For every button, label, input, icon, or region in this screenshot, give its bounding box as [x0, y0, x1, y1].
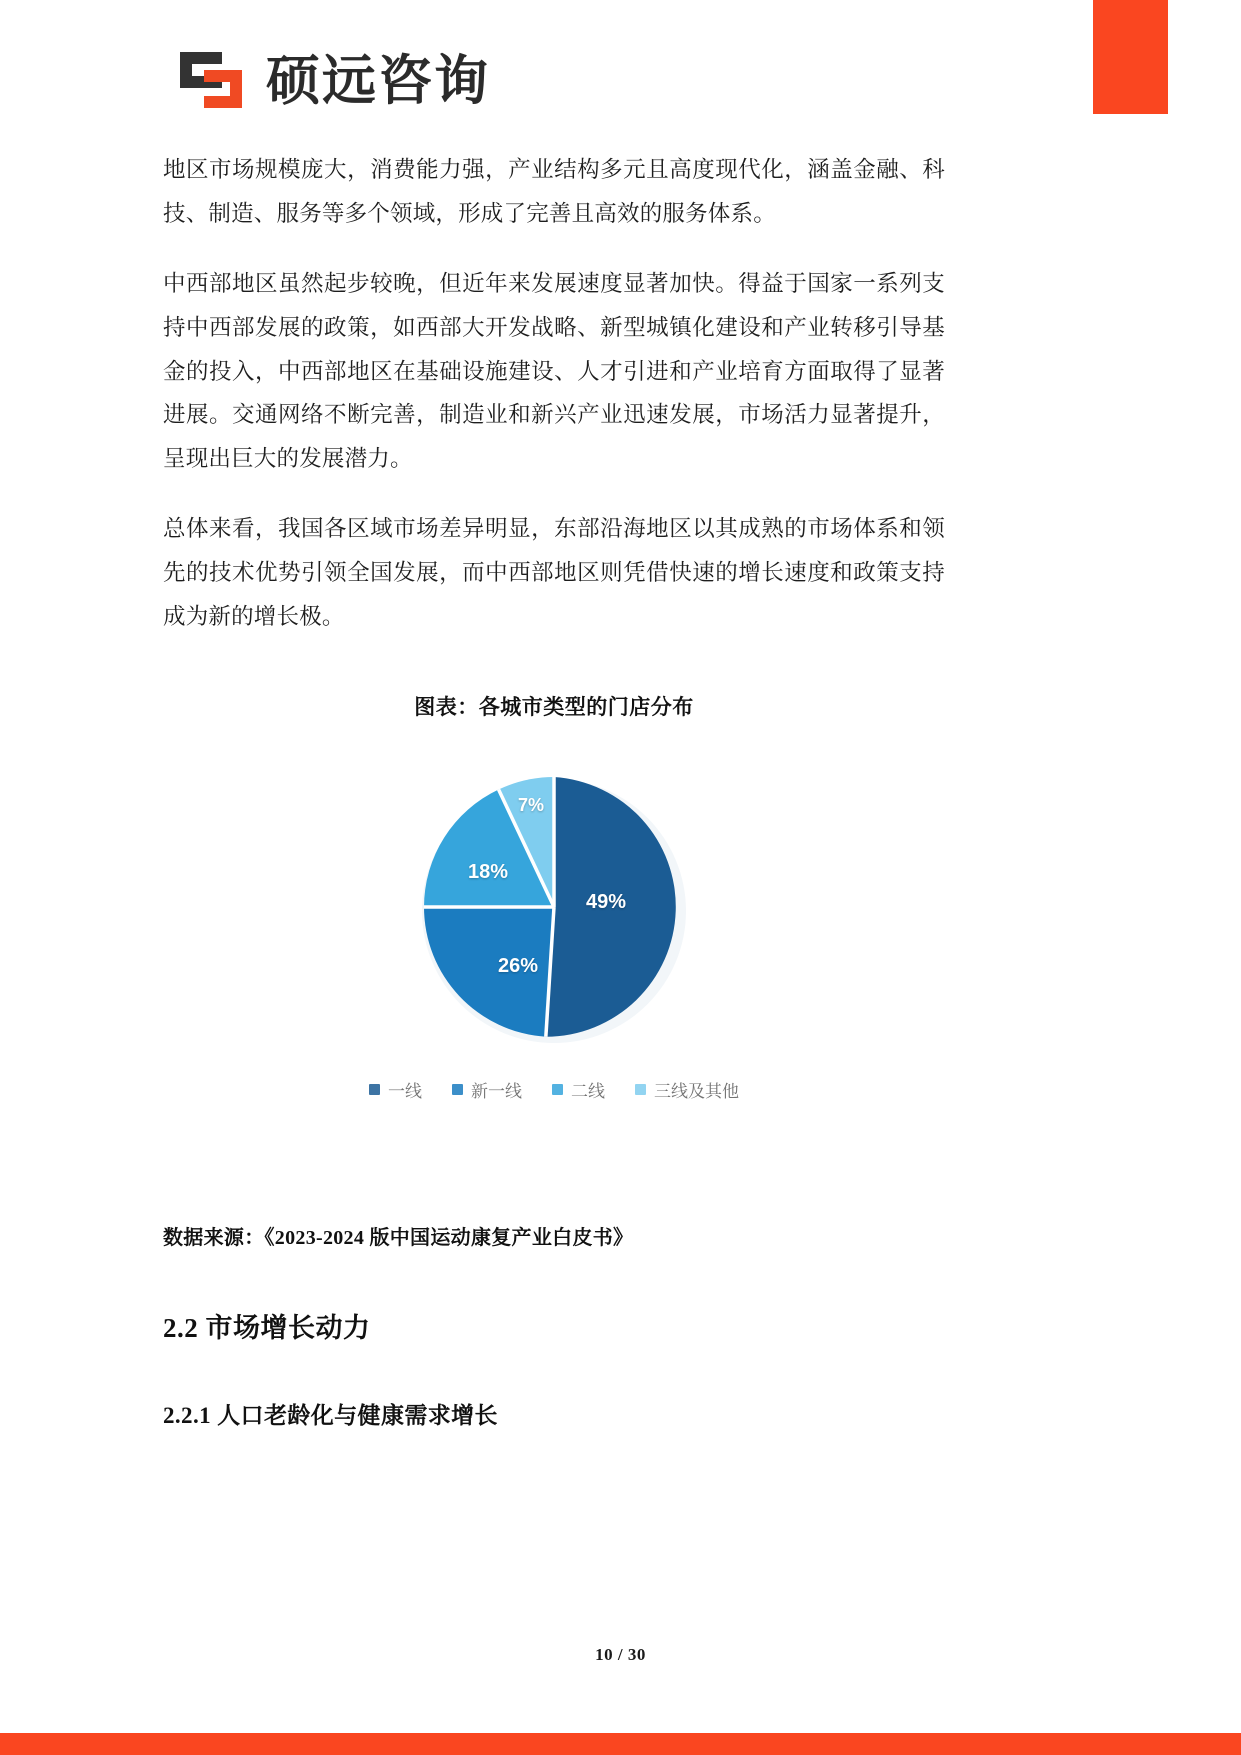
legend-item — [552, 1077, 605, 1102]
pie-slice-value: 18% — [468, 860, 509, 883]
legend-label: 一线 — [388, 1081, 422, 1101]
legend-swatch-icon — [552, 1084, 563, 1095]
legend-label: 新一线 — [471, 1081, 522, 1101]
legend-swatch-icon — [635, 1084, 646, 1095]
figure-title: 图表：各城市类型的门店分布 — [414, 695, 694, 719]
pie-slice-value: 26% — [498, 954, 539, 977]
legend-swatch-icon — [369, 1084, 380, 1095]
paragraph: 中西部地区虽然起步较晚，但近年来发展速度显著加快。得益于国家一系列支持中西部发展的政策，如西部大开发战略、新型城镇化建设和产业转移引导基金的投入，中西部地区在基础设施建设、人才引进和产业培育方面取得了显著进展。交通网络不断完善，制造业和新兴产业迅速发展，市场活力显著提升，呈现出巨大的发展潜力。 — [163, 270, 945, 472]
legend-swatch-icon — [452, 1084, 463, 1095]
legend-item — [635, 1077, 739, 1102]
chart-legend — [369, 1077, 739, 1102]
legend-label: 二线 — [571, 1081, 605, 1101]
section-heading-2-2-1: 2.2.1 人口老龄化与健康需求增长 — [163, 1402, 498, 1428]
accent-bar-bottom — [0, 1733, 1241, 1755]
logo-text: 硕远咨询 — [266, 51, 490, 111]
paragraph: 总体来看，我国各区域市场差异明显，东部沿海地区以其成熟的市场体系和领先的技术优势引领全国发展，而中西部地区则凭借快速的增长速度和政策支持成为新的增长极。 — [163, 516, 945, 629]
section-heading-2-2: 2.2 市场增长动力 — [163, 1312, 371, 1343]
pie-slice-value: 49% — [586, 890, 627, 913]
shuoyuan-logo-mark-icon — [178, 50, 244, 112]
legend-label: 三线及其他 — [654, 1081, 739, 1101]
document-content — [163, 148, 945, 1430]
accent-bar-top-right — [1093, 0, 1168, 114]
page-number: 10 / 30 — [595, 1645, 646, 1664]
pie-chart-graphic — [410, 763, 698, 1051]
page-header — [178, 50, 490, 112]
paragraph: 地区市场规模庞大，消费能力强，产业结构多元且高度现代化，涵盖金融、科技、制造、服务等多个领域，形成了完善且高效的服务体系。 — [163, 157, 945, 226]
pie-slice-value: 7% — [518, 794, 545, 815]
pie-chart — [163, 763, 945, 1143]
figure-store-distribution — [163, 691, 945, 1250]
figure-source: 数据来源：《2023-2024 版中国运动康复产业白皮书》 — [163, 1226, 634, 1249]
legend-item — [452, 1077, 522, 1102]
legend-item — [369, 1077, 422, 1102]
